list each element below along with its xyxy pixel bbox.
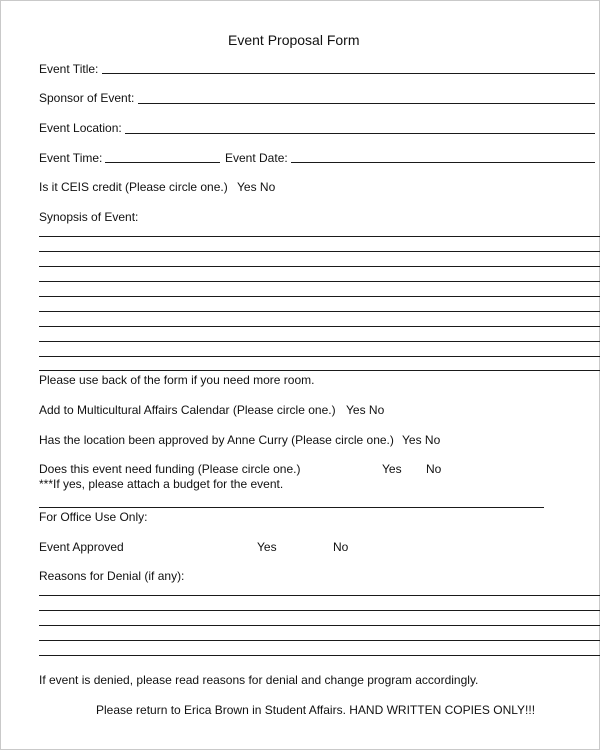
- synopsis-line[interactable]: [39, 266, 600, 267]
- sponsor-field[interactable]: [138, 103, 595, 104]
- office-use-label: For Office Use Only:: [39, 510, 148, 524]
- date-label: Event Date:: [225, 151, 288, 165]
- funding-no[interactable]: No: [426, 462, 442, 476]
- location-approved-options[interactable]: Yes No: [402, 433, 441, 447]
- synopsis-line[interactable]: [39, 341, 600, 342]
- event-title-field[interactable]: [102, 73, 595, 74]
- return-note: Please return to Erica Brown in Student Affairs. HAND WRITTEN COPIES ONLY!!!: [96, 703, 536, 717]
- date-field[interactable]: [291, 162, 595, 163]
- calendar-question: Add to Multicultural Affairs Calendar (Please circle one.): [39, 403, 336, 417]
- synopsis-line[interactable]: [39, 296, 600, 297]
- budget-note: ***If yes, please attach a budget for the event.: [39, 477, 284, 491]
- denial-line[interactable]: [39, 595, 600, 596]
- synopsis-line[interactable]: [39, 281, 600, 282]
- denied-note: If event is denied, please read reasons for denial and change program accordingly.: [39, 673, 479, 687]
- approved-no[interactable]: No: [333, 540, 349, 554]
- ceis-options[interactable]: Yes No: [237, 180, 276, 194]
- synopsis-line[interactable]: [39, 236, 600, 237]
- denial-reasons-label: Reasons for Denial (if any):: [39, 569, 185, 583]
- synopsis-line[interactable]: [39, 311, 600, 312]
- ceis-question: Is it CEIS credit (Please circle one.): [39, 180, 228, 194]
- approved-yes[interactable]: Yes: [257, 540, 277, 554]
- calendar-options[interactable]: Yes No: [346, 403, 385, 417]
- back-note: Please use back of the form if you need more room.: [39, 373, 315, 387]
- time-label: Event Time:: [39, 151, 103, 165]
- denial-line[interactable]: [39, 640, 600, 641]
- location-label: Event Location:: [39, 121, 122, 135]
- synopsis-line[interactable]: [39, 370, 600, 371]
- synopsis-line[interactable]: [39, 326, 600, 327]
- location-approved-question: Has the location been approved by Anne Curry (Please circle one.): [39, 433, 394, 447]
- denial-line[interactable]: [39, 625, 600, 626]
- synopsis-label: Synopsis of Event:: [39, 210, 139, 224]
- approved-label: Event Approved: [39, 540, 124, 554]
- location-field[interactable]: [125, 133, 595, 134]
- time-field[interactable]: [105, 162, 220, 163]
- sponsor-label: Sponsor of Event:: [39, 91, 135, 105]
- event-title-label: Event Title:: [39, 62, 99, 76]
- denial-line[interactable]: [39, 655, 600, 656]
- denial-line[interactable]: [39, 610, 600, 611]
- synopsis-line[interactable]: [39, 356, 600, 357]
- page-title: Event Proposal Form: [228, 32, 360, 48]
- funding-yes[interactable]: Yes: [382, 462, 402, 476]
- section-divider: [39, 507, 544, 508]
- synopsis-line[interactable]: [39, 251, 600, 252]
- funding-question: Does this event need funding (Please circle one.): [39, 462, 301, 476]
